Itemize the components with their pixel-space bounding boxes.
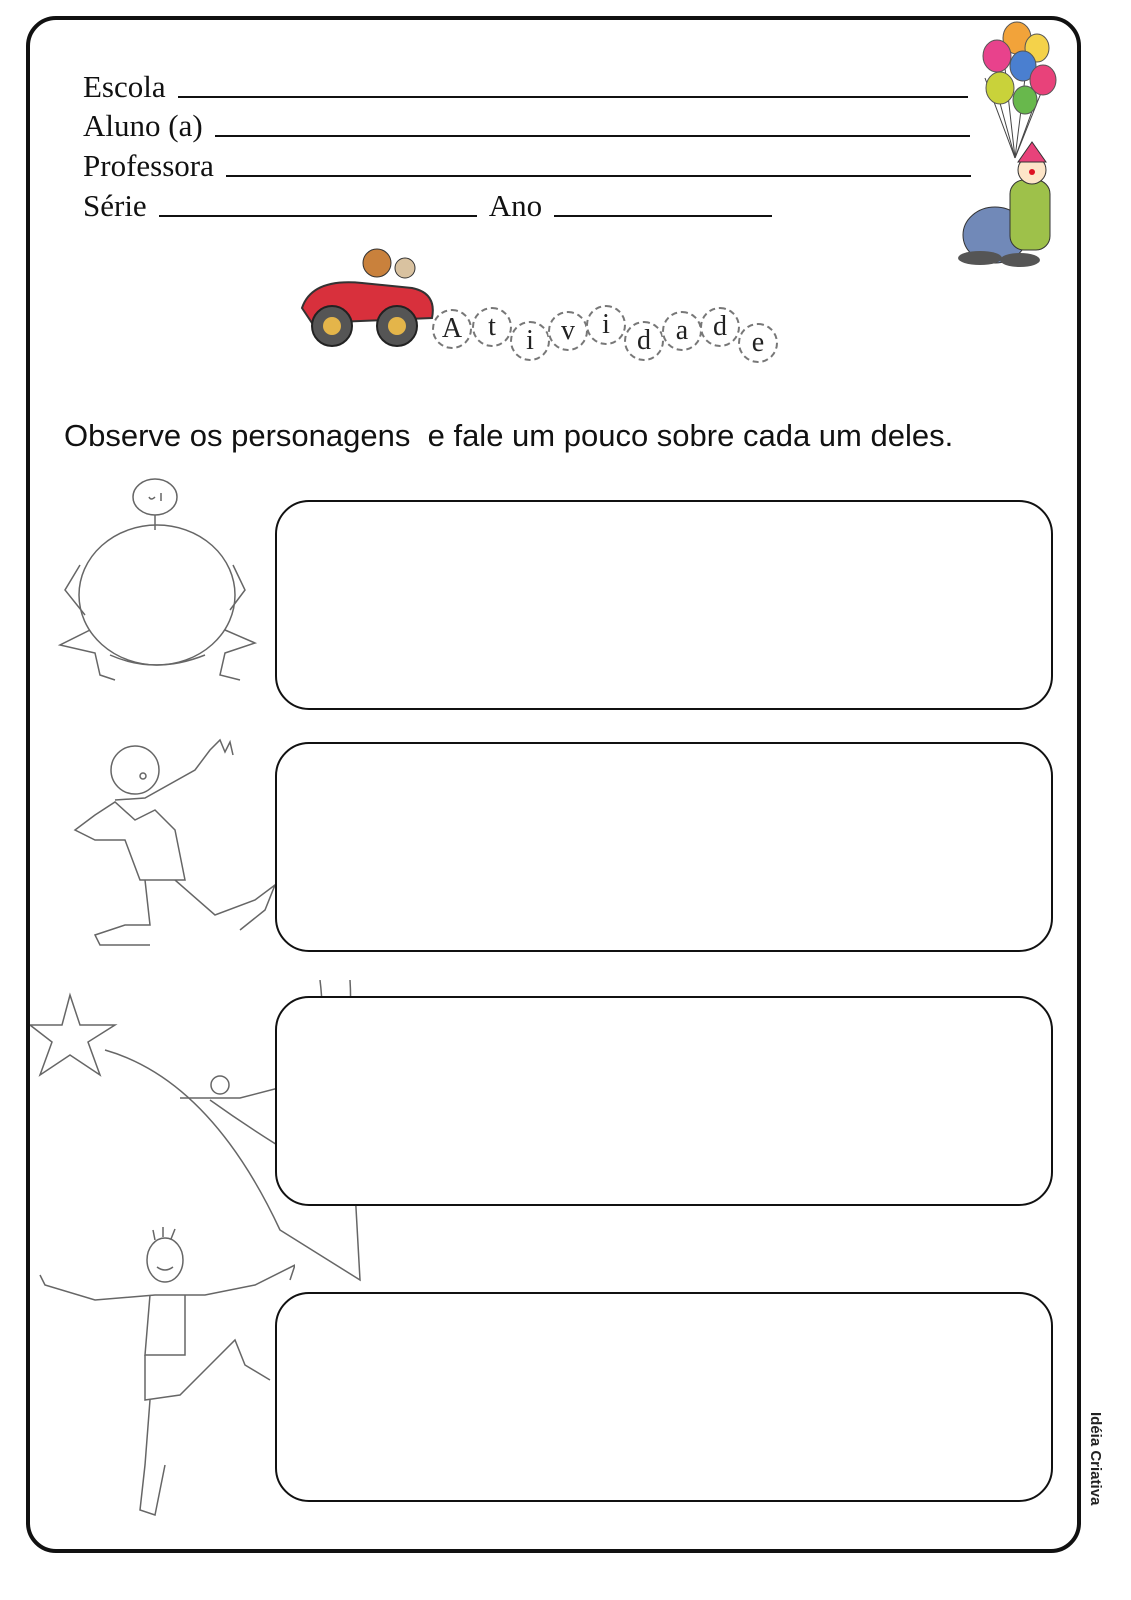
title-letter: a [662,311,702,351]
teacher-label: Professora [83,148,214,183]
answer-box[interactable] [275,1292,1053,1502]
student-line[interactable] [215,135,970,137]
title-letter: v [548,311,588,351]
school-field [83,62,968,102]
grade-label: Série [83,188,147,223]
clown-icon [950,140,1060,270]
answer-box[interactable] [275,742,1053,952]
instruction-text: Observe os personagens e fale um pouco sobre cada um deles. [64,418,954,453]
car-with-animals-icon [292,228,442,353]
waving-figure [55,730,280,955]
title-letter: d [624,321,664,361]
star-icon [30,995,115,1075]
grade-year-field [83,181,772,221]
year-label: Ano [488,188,543,223]
watermark-text: Idéia Criativa [1087,1412,1104,1506]
title-letter: d [700,307,740,347]
grade-line[interactable] [159,215,477,217]
title-letter: e [738,323,778,363]
watermark-logo [1083,1408,1119,1526]
title-letter: i [586,305,626,345]
title-letter: A [432,309,472,349]
school-line[interactable] [178,96,968,98]
student-field [83,101,970,141]
title-letter: t [472,307,512,347]
teacher-field [83,141,971,181]
answer-box[interactable] [275,996,1053,1206]
activity-title [432,305,792,367]
year-line[interactable] [554,215,772,217]
round-bellied-figure [55,475,265,690]
answer-box[interactable] [275,500,1053,710]
dancing-figure [35,1225,295,1525]
school-label: Escola [83,69,166,104]
teacher-line[interactable] [226,175,971,177]
student-label: Aluno (a) [83,108,203,143]
title-letter: i [510,321,550,361]
